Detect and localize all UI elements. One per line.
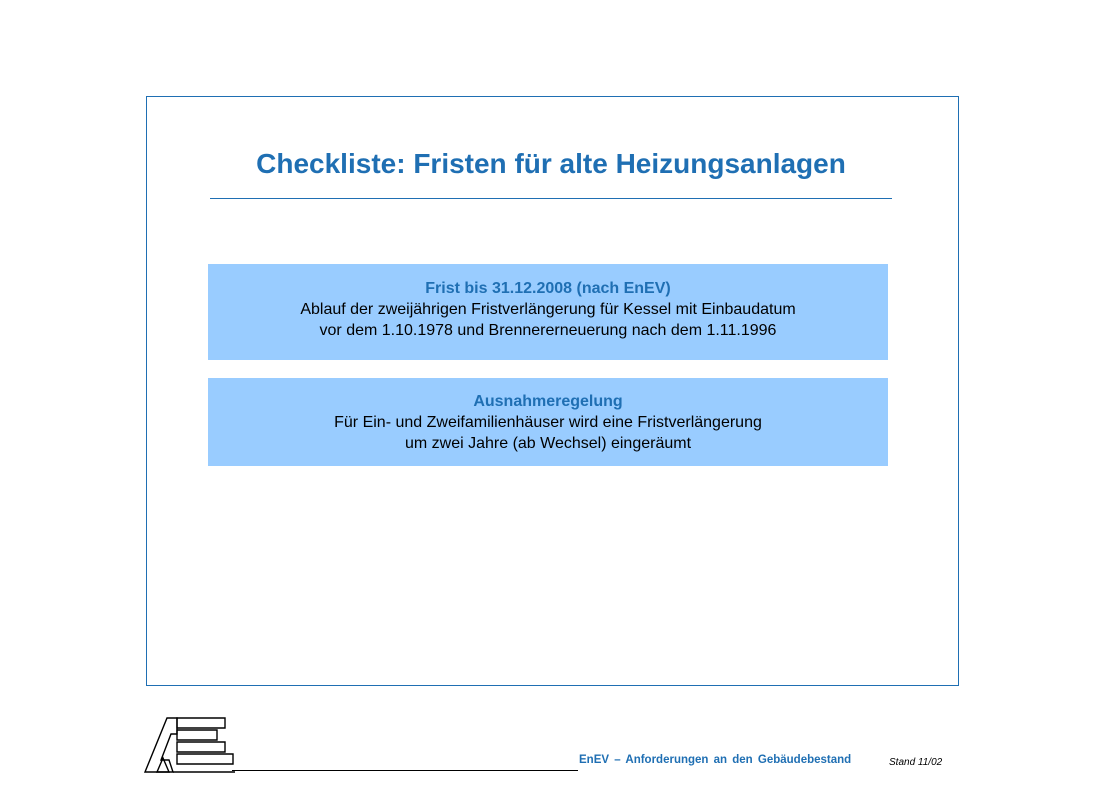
deadline-box: [208, 264, 888, 360]
page-title: Checkliste: Fristen für alte Heizungsanlagen: [256, 148, 846, 179]
exception-box: [208, 378, 888, 466]
footer-title: EnEV – Anforderungen an den Gebäudebestand: [579, 754, 852, 766]
deadline-heading: Frist bis 31.12.2008 (nach EnEV): [425, 280, 671, 297]
footer-stand-date: Stand 11/02: [889, 757, 943, 768]
footer-divider: [232, 770, 578, 771]
title-divider: [210, 198, 892, 199]
exception-heading: Ausnahmeregelung: [473, 393, 623, 410]
deadline-line: vor dem 1.10.1978 und Brennererneuerung nach dem 1.11.1996: [319, 322, 777, 339]
exception-line: Für Ein- und Zweifamilienhäuser wird eine Fristverlängerung: [334, 414, 762, 431]
deadline-line: Ablauf der zweijährigen Fristverlängerung für Kessel mit Einbaudatum: [300, 301, 796, 318]
ae-logo-icon: [143, 716, 235, 774]
exception-line: um zwei Jahre (ab Wechsel) eingeräumt: [404, 435, 692, 452]
